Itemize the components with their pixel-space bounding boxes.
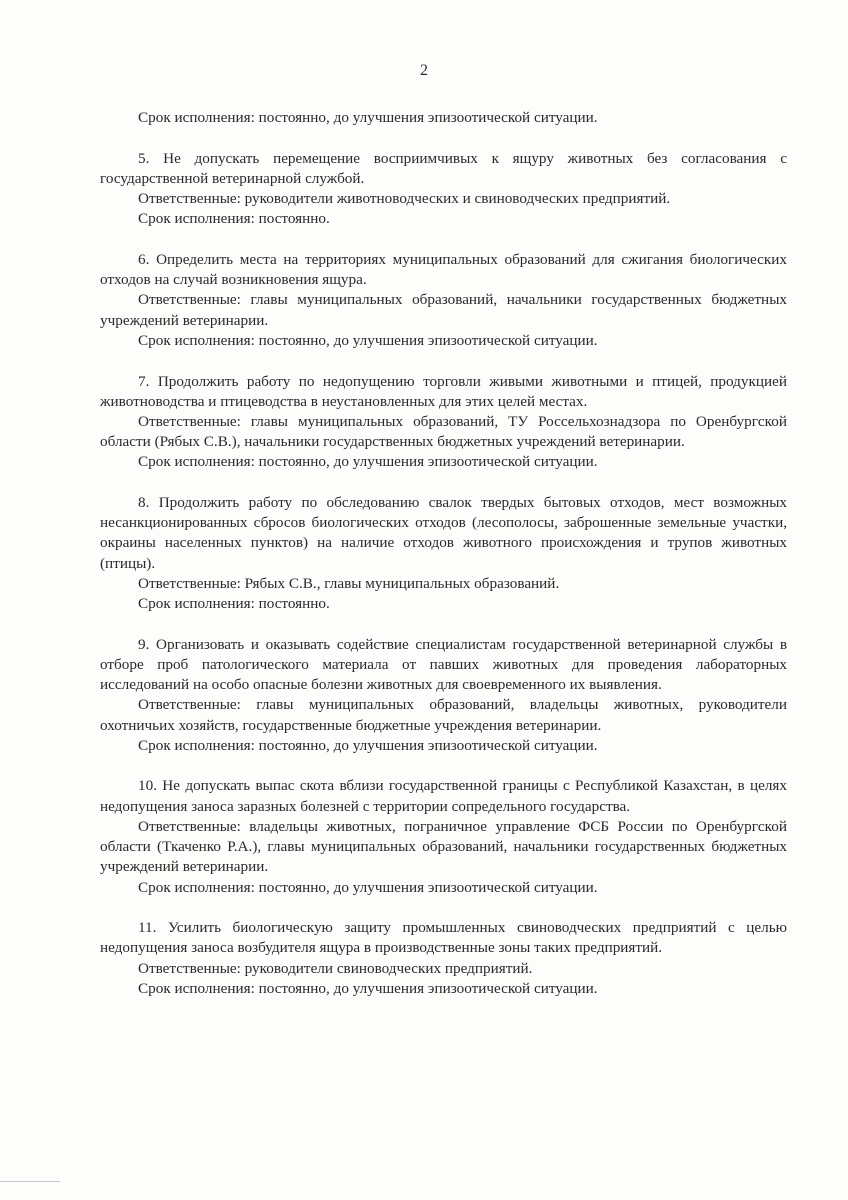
item-deadline: Срок исполнения: постоянно. (138, 595, 330, 613)
item-6 (100, 250, 787, 351)
item-task: 9. Организовать и оказывать содействие специалистам государственной ветеринарной службы в отборе проб патологического материала от павших животных для проведения лабораторных исследований на особо опасные болезни животных для своевременного их выявления. (100, 635, 787, 694)
item-11 (100, 918, 787, 999)
scan-edge-mark (0, 1181, 60, 1182)
item-task: 6. Определить места на территориях муниципальных образований для сжигания биологических отходов на случай возникновения ящура. (100, 251, 787, 289)
item-deadline: Срок исполнения: постоянно. (138, 210, 330, 228)
item-9 (100, 635, 787, 756)
item-responsible: Ответственные: руководители свиноводческих предприятий. (138, 959, 533, 977)
page-number: 2 (420, 62, 428, 79)
item-task: 8. Продолжить работу по обследованию свалок твердых бытовых отходов, мест возможных несанкционированных сбросов биологических отходов (лесополосы, заброшенные земельные участки, окраины населенных пунктов) на наличие отходов животного происхождения и трупов животных (птицы). (100, 494, 787, 572)
item-task: 5. Не допускать перемещение восприимчивых к ящуру животных без согласования с государственной ветеринарной службой. (100, 149, 787, 187)
item-task: 7. Продолжить работу по недопущению торговли живыми животными и птицей, продукцией животноводства и птицеводства в неустановленных для этих целей местах. (100, 372, 787, 410)
item-deadline: Срок исполнения: постоянно, до улучшения эпизоотической ситуации. (138, 453, 598, 471)
item-5 (100, 149, 787, 230)
item-8 (100, 493, 787, 614)
item-deadline: Срок исполнения: постоянно, до улучшения эпизоотической ситуации. (138, 331, 598, 349)
document-body (100, 108, 787, 1020)
carryover-deadline: Срок исполнения: постоянно, до улучшения эпизоотической ситуации. (138, 109, 598, 126)
item-responsible: Ответственные: Рябых С.В., главы муниципальных образований. (138, 574, 560, 592)
item-task: 11. Усилить биологическую защиту промышленных свиноводческих предприятий с целью недопущения заноса возбудителя ящура в производственные зоны таких предприятий. (100, 919, 787, 957)
item-responsible: Ответственные: главы муниципальных образований, ТУ Россельхознадзора по Оренбургской области (Рябых С.В.), начальники государственных бюджетных учреждений ветеринарии. (100, 412, 787, 451)
item-responsible: Ответственные: главы муниципальных образований, владельцы животных, руководители охотничьих хозяйств, государственные бюджетные учреждения ветеринарии. (100, 696, 787, 734)
item-task: 10. Не допускать выпас скота вблизи государственной границы с Республикой Казахстан, в целях недопущения заноса заразных болезней с территории сопредельного государства. (100, 777, 787, 815)
item-10 (100, 776, 787, 897)
item-7 (100, 372, 787, 473)
item-responsible: Ответственные: владельцы животных, пограничное управление ФСБ России по Оренбургской области (Ткаченко Р.А.), главы муниципальных образований, начальники государственных бюджетных учреждений ветеринарии. (100, 817, 787, 876)
item-responsible: Ответственные: руководители животноводческих и свиноводческих предприятий. (138, 190, 671, 208)
item-deadline: Срок исполнения: постоянно, до улучшения эпизоотической ситуации. (138, 979, 598, 997)
item-deadline: Срок исполнения: постоянно, до улучшения эпизоотической ситуации. (138, 878, 598, 896)
item-responsible: Ответственные: главы муниципальных образований, начальники государственных бюджетных учреждений ветеринарии. (100, 291, 787, 329)
item-deadline: Срок исполнения: постоянно, до улучшения эпизоотической ситуации. (138, 736, 598, 754)
